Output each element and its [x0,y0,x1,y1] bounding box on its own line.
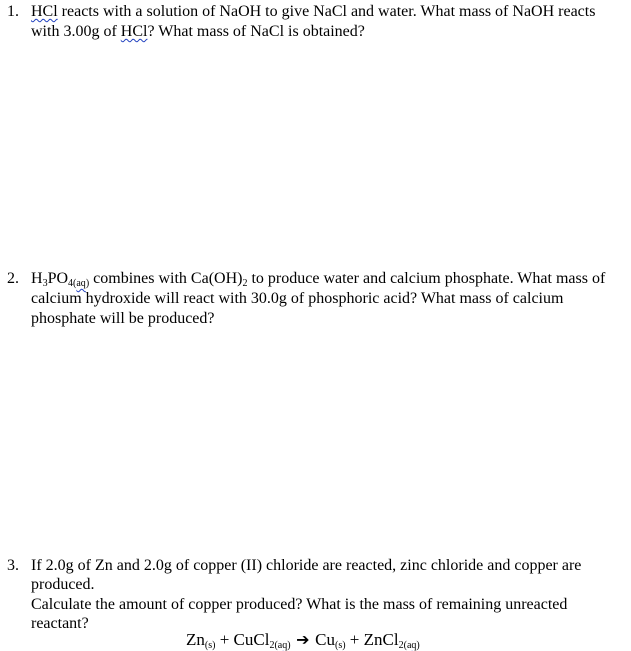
subscript-4-aq: 4(aq) [68,278,90,289]
problem-2-line-2: calcium hydroxide will react with 30.0g of phosphoric acid? What mass of calcium [31,290,564,307]
problem-2-line-1-post: to produce water and calcium phosphate. What mass of [247,270,606,287]
spellcheck-hcl: HCl [31,3,58,20]
eq-cu: Cu [315,630,335,649]
eq-zncl: ZnCl [363,630,399,649]
reaction-equation [186,630,420,650]
problem-2-line-1 [31,269,605,289]
problem-2-line-3: phosphate will be produced? [31,310,215,327]
eq-zncl-sub: 2(aq) [398,640,420,651]
problem-3-line-2: produced. [31,576,95,593]
problem-1-number: 1. [7,3,19,20]
spellcheck-aq: aq [76,278,86,289]
reaction-arrow-icon: ➔ [290,630,316,649]
formula-h: H [31,270,43,287]
spellcheck-aq-2: aq [277,640,288,651]
problem-3-number: 3. [7,557,19,574]
subscript-3: 3 [42,278,48,289]
spellcheck-aq-3: aq [406,640,417,651]
problem-1-line-1-text: reacts with a solution of NaOH to give NaCl and water. What mass of NaOH reacts [57,3,596,20]
problem-2-number: 2. [7,270,19,287]
problem-1-line-2-pre: with 3.00g of [31,23,121,40]
formula-po: PO [47,270,69,287]
problem-1-line-2-post: ? What mass of NaCl is obtained? [147,23,365,40]
problem-3-line-1: If 2.0g of Zn and 2.0g of copper (II) chloride are reacted, zinc chloride and copper are [31,557,582,574]
problem-3-line-4: reactant? [31,615,89,632]
problem-3-line-3: Calculate the amount of copper produced? What is the mass of remaining unreacted [31,596,568,613]
eq-cu-state: (s) [334,640,346,651]
eq-plus-1: + [215,630,234,649]
eq-zn-state: (s) [204,640,216,651]
eq-plus-2: + [345,630,364,649]
subscript-2: 2 [242,278,248,289]
eq-cucl-sub: 2(aq) [269,640,291,651]
eq-zn: Zn [186,630,205,649]
spellcheck-hcl-2: HCl [120,23,148,40]
problem-1-line-1 [31,2,595,22]
problem-1-line-2 [31,22,365,42]
eq-cucl: CuCl [233,630,270,649]
problem-2-line-1-mid: combines with Ca(OH) [89,270,243,287]
